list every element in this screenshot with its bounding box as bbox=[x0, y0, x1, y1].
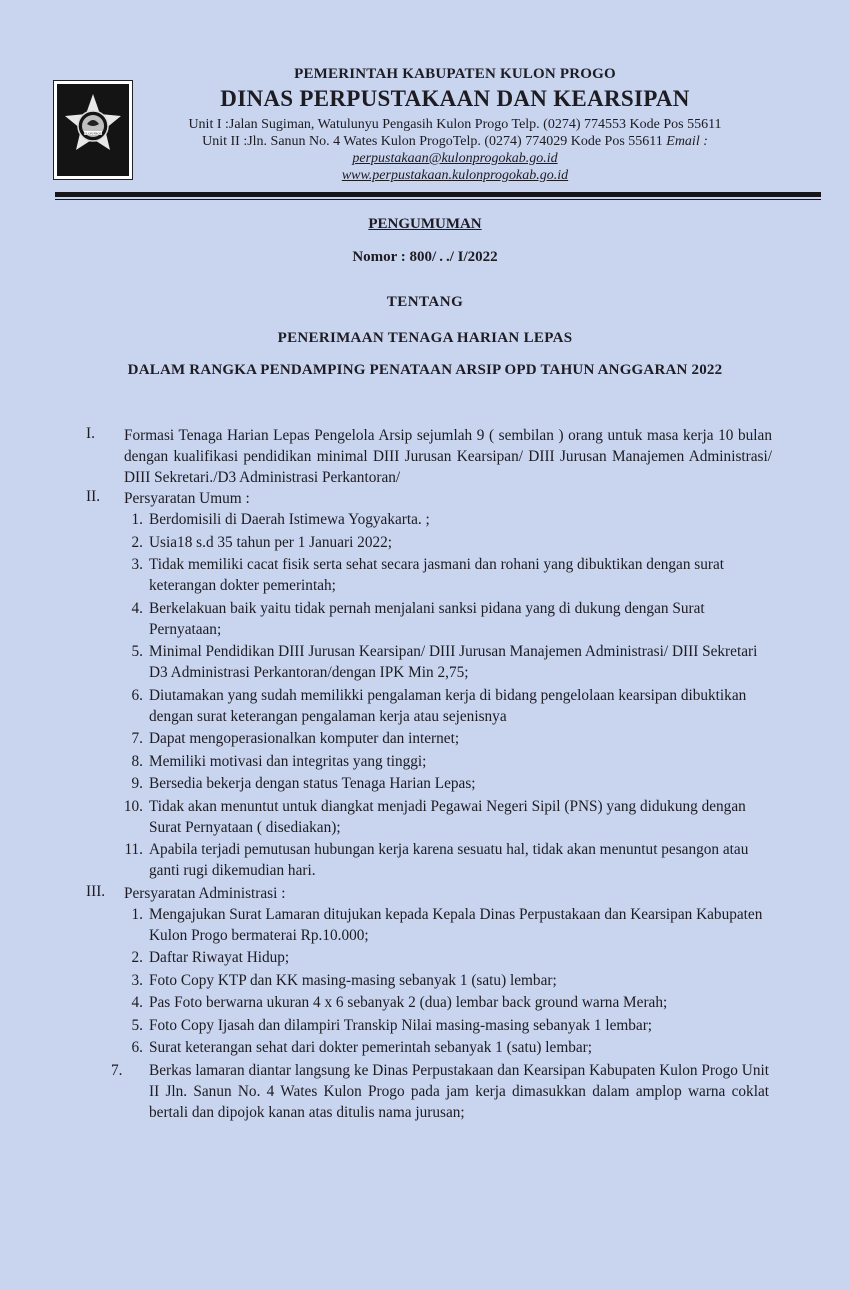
list-item bbox=[131, 1037, 769, 1058]
email-label: Email : bbox=[666, 134, 708, 149]
item-text: Pas Foto berwarna ukuran 4 x 6 sebanyak 2 (dua) lembar back ground warna Merah; bbox=[149, 994, 668, 1011]
general-requirements-list bbox=[0, 509, 849, 881]
item-number: 9. bbox=[131, 775, 143, 792]
list-item bbox=[111, 1060, 769, 1123]
item-number: 7. bbox=[131, 730, 143, 747]
website-link[interactable]: www.perpustakaan.kulonprogokab.go.id bbox=[341, 168, 569, 183]
announcement-title bbox=[40, 216, 810, 233]
section-administrative-requirements bbox=[0, 883, 849, 1123]
item-number: 4. bbox=[131, 994, 143, 1011]
list-item bbox=[131, 554, 769, 596]
item-text: Surat keterangan sehat dari dokter pemerintah sebanyak 1 (satu) lembar; bbox=[149, 1039, 593, 1056]
list-item bbox=[131, 685, 769, 727]
agency-name: DINAS PERPUSTAKAAN DAN KEARSIPAN bbox=[220, 86, 690, 111]
item-text: Berkas lamaran diantar langsung ke Dinas Perpustakaan dan Kearsipan Kabupaten Kulon Progo Unit II Jln. Sanun No. 4 Wates Kulon Progo pada jam kerja dimasukkan dalam amplop warna coklat bertali dan dipojok kanan atas ditulis nama jurusan; bbox=[149, 1061, 769, 1121]
announcement-title-text: PENGUMUMAN bbox=[368, 216, 482, 232]
website-address[interactable] bbox=[140, 167, 770, 185]
item-number: 3. bbox=[131, 556, 143, 573]
item-number: 5. bbox=[131, 1016, 143, 1034]
item-text: Bersedia bekerja dengan status Tenaga Harian Lepas; bbox=[149, 775, 476, 792]
address-unit-1: Unit I :Jalan Sugiman, Watulunyu Pengasih Kulon Progo Telp. (0274) 774553 Kode Pos 55611 bbox=[188, 117, 722, 132]
item-number: 7. bbox=[111, 1061, 123, 1079]
list-item bbox=[123, 796, 769, 838]
email-address[interactable] bbox=[140, 150, 770, 168]
section-label: Persyaratan Umum : bbox=[124, 490, 250, 507]
list-item bbox=[131, 751, 769, 772]
letterhead-divider-thick bbox=[55, 192, 821, 197]
item-text: Tidak akan menuntut untuk diangkat menjadi Pegawai Negeri Sipil (PNS) yang didukung dengan Surat Pernyataan ( disediakan); bbox=[149, 797, 746, 836]
government-name: PEMERINTAH KABUPATEN KULON PROGO bbox=[294, 66, 616, 82]
kulon-progo-emblem-logo bbox=[53, 80, 133, 180]
item-number: 2. bbox=[131, 533, 143, 551]
item-text: Foto Copy Ijasah dan dilampiri Transkip Nilai masing-masing sebanyak 1 lembar; bbox=[149, 1016, 653, 1034]
subject-line-2: DALAM RANGKA PENDAMPING PENATAAN ARSIP OPD TAHUN ANGGARAN 2022 bbox=[127, 362, 723, 378]
item-text: Minimal Pendidikan DIII Jurusan Kearsipan/ DIII Jurusan Manajemen Administrasi/ DIII Sekretari D3 Administrasi Perkantoran/dengan IPK Min 2,75; bbox=[149, 643, 758, 681]
list-item bbox=[131, 992, 769, 1013]
list-item bbox=[124, 839, 769, 881]
about-heading: TENTANG bbox=[386, 294, 464, 310]
section-number: II. bbox=[86, 488, 101, 505]
section-number: I. bbox=[86, 425, 95, 442]
item-text: Foto Copy KTP dan KK masing-masing sebanyak 1 (satu) lembar; bbox=[149, 971, 557, 989]
letterhead-divider-thin bbox=[55, 199, 821, 200]
list-item bbox=[131, 509, 769, 530]
item-number: 8. bbox=[131, 752, 143, 770]
logo-text: KULON PROGO bbox=[81, 131, 105, 136]
section-label: Persyaratan Administrasi : bbox=[124, 884, 286, 902]
section-formation bbox=[0, 425, 849, 488]
list-item bbox=[131, 641, 769, 683]
list-item bbox=[131, 773, 769, 794]
item-number: 1. bbox=[131, 905, 143, 923]
item-text: Diutamakan yang sudah memilikki pengalaman kerja di bidang pengelolaan kearsipan dibuktikan dengan surat keterangan pengalaman kerja atau sejenisnya bbox=[149, 686, 747, 725]
announcement-number: Nomor : 800/ ⁠. ⁠./ I/2022 bbox=[352, 249, 498, 265]
item-number: 3. bbox=[131, 971, 143, 989]
list-item bbox=[131, 598, 769, 640]
item-number: 4. bbox=[131, 599, 143, 617]
item-text: Usia18 s.d 35 tahun per 1 Januari 2022; bbox=[149, 533, 393, 551]
item-number: 2. bbox=[131, 949, 143, 966]
administrative-requirements-list bbox=[0, 904, 849, 1123]
section-text: Formasi Tenaga Harian Lepas Pengelola Arsip sejumlah 9 ( sembilan ) orang untuk masa kerja 10 bulan dengan kualifikasi pendidikan minimal DIII Jurusan Kearsipan/ DIII Jurusan Manajemen Administrasi/ DIII Sekretari./D3 Administrasi Perkantoran/ bbox=[124, 427, 772, 486]
email-link[interactable]: perpustakaan@kulonprogokab.go.id bbox=[352, 151, 558, 166]
section-general-requirements bbox=[0, 488, 849, 881]
list-item bbox=[131, 532, 769, 553]
item-text: Berkelakuan baik yaitu tidak pernah menjalani sanksi pidana yang di dukung dengan Surat Pernyataan; bbox=[149, 599, 705, 638]
item-number: 1. bbox=[131, 511, 143, 528]
item-text: Apabila terjadi pemutusan hubungan kerja karena sesuatu hal, tidak akan menuntut pesangon atau ganti rugi dikemudian hari. bbox=[149, 841, 749, 879]
item-text: Daftar Riwayat Hidup; bbox=[149, 949, 290, 966]
item-number: 11. bbox=[124, 841, 143, 858]
list-item bbox=[131, 947, 769, 968]
item-number: 5. bbox=[131, 643, 143, 660]
item-number: 10. bbox=[123, 797, 143, 815]
announcement-body bbox=[0, 425, 849, 1124]
list-item bbox=[131, 1015, 769, 1036]
item-number: 6. bbox=[131, 686, 143, 704]
item-number: 6. bbox=[131, 1039, 143, 1056]
item-text: Memiliki motivasi dan integritas yang tinggi; bbox=[149, 752, 427, 770]
item-text: Dapat mengoperasionalkan komputer dan internet; bbox=[149, 730, 460, 747]
list-item bbox=[131, 970, 769, 991]
item-text: Berdomisili di Daerah Istimewa Yogyakarta. ; bbox=[149, 511, 430, 528]
item-text: Mengajukan Surat Lamaran ditujukan kepada Kepala Dinas Perpustakaan dan Kearsipan Kabupaten Kulon Progo bermaterai Rp.10.000; bbox=[149, 905, 763, 944]
subject-line-1: PENERIMAAN TENAGA HARIAN LEPAS bbox=[277, 330, 573, 346]
list-item bbox=[131, 904, 769, 946]
address-unit-2-text: Unit II :Jln. Sanun No. 4 Wates Kulon ProgoTelp. (0274) 774029 Kode Pos 55611 bbox=[202, 134, 663, 149]
list-item bbox=[131, 728, 769, 749]
address-unit-2 bbox=[140, 133, 770, 151]
section-number: III. bbox=[86, 882, 106, 900]
item-text: Tidak memiliki cacat fisik serta sehat secara jasmani dan rohani yang dibuktikan dengan surat keterangan dokter pemerintah; bbox=[149, 556, 725, 594]
